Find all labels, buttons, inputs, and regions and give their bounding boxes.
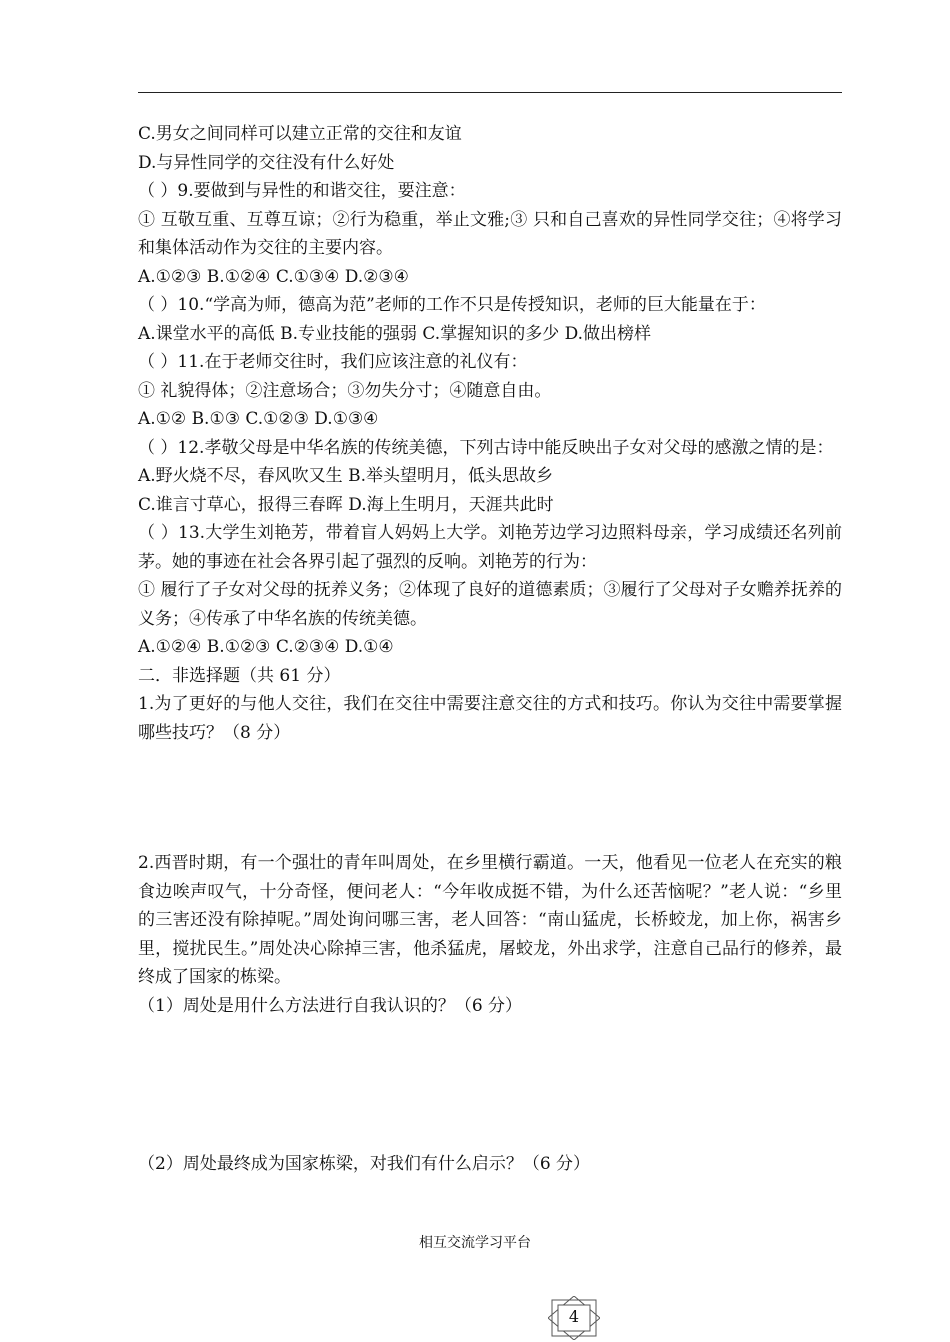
question-9-items: ① 互敬互重、互尊互谅；②行为稳重，举止文雅;③ 只和自己喜欢的异性同学交往；④将学习和集体活动作为交往的主要内容。 — [138, 209, 842, 258]
header-rule — [138, 92, 842, 93]
question-12-choices-ab: A.野火烧不尽，春风吹又生 B.举头望明月，低头思故乡 — [138, 466, 553, 486]
question-11: （ ）11.在于老师交往时，我们应该注意的礼仪有： — [138, 352, 528, 372]
nonchoice-question-2-part-1: （1）周处是用什么方法进行自我认识的？（6 分） — [138, 995, 523, 1016]
answer-space-2[interactable] — [138, 1020, 842, 1150]
question-12: （ ）12.孝敬父母是中华名族的传统美德，下列古诗中能反映出子女对父母的感激之情的是： — [138, 437, 834, 458]
section-2-heading: 二．非选择题（共 61 分） — [138, 665, 341, 686]
option-c-line: C.男女之间同样可以建立正常的交往和友谊 — [138, 124, 462, 144]
question-13: （ ）13.大学生刘艳芳，带着盲人妈妈上大学。刘艳芳边学习边照料母亲，学习成绩还名列前茅。她的事迹在社会各界引起了强烈的反响。刘艳芳的行为： — [138, 523, 842, 572]
question-12-choices-cd: C.谁言寸草心，报得三春晖 D.海上生明月，天涯共此时 — [138, 494, 554, 515]
footer-platform-text: 相互交流学习平台 — [419, 1235, 531, 1251]
nonchoice-question-2-passage: 2.西晋时期，有一个强壮的青年叫周处，在乡里横行霸道。一天，他看见一位老人在充实的粮食边唉声叹气，十分奇怪，便问老人：“今年收成挺不错，为什么还苦恼呢？”老人说：“乡里的三害还没有除掉呢。”周处询问哪三害，老人回答：“南山猛虎，长桥蛟龙，加上你，祸害乡里，搅扰民生。”周处决心除掉三害，他杀猛虎，屠蛟龙，外出求学，注意自己品行的修养，最终成了国家的栋梁。 — [138, 853, 842, 987]
option-d-line: D.与异性同学的交往没有什么好处 — [138, 152, 395, 173]
nonchoice-question-1: 1.为了更好的与他人交往，我们在交往中需要注意交往的方式和技巧。你认为交往中需要掌握哪些技巧？（8 分） — [138, 694, 842, 743]
answer-space-1[interactable] — [138, 747, 842, 849]
question-9-choices: A.①②③ B.①②④ C.①③④ D.②③④ — [138, 266, 409, 287]
question-11-items: ① 礼貌得体；②注意场合；③勿失分寸；④随意自由。 — [138, 380, 552, 401]
page-number-badge — [548, 1296, 600, 1340]
question-10: （ ）10.“学高为师，德高为范”老师的工作不只是传授知识，老师的巨大能量在于： — [138, 295, 766, 315]
question-13-items: ① 履行了子女对父母的抚养义务；②体现了良好的道德素质；③履行了父母对子女赡养抚养的义务；④传承了中华名族的传统美德。 — [138, 580, 842, 629]
question-11-choices: A.①② B.①③ C.①②③ D.①③④ — [138, 409, 379, 429]
document-body — [138, 120, 842, 1179]
question-9: （ ）9.要做到与异性的和谐交往，要注意： — [138, 181, 466, 201]
question-13-choices: A.①②④ B.①②③ C.②③④ D.①④ — [138, 637, 394, 657]
question-10-choices: A.课堂水平的高低 B.专业技能的强弱 C.掌握知识的多少 D.做出榜样 — [138, 323, 652, 344]
nonchoice-question-2-part-2: （2）周处最终成为国家栋梁，对我们有什么启示？（6 分） — [138, 1154, 591, 1174]
page-number: 4 — [568, 1307, 580, 1326]
